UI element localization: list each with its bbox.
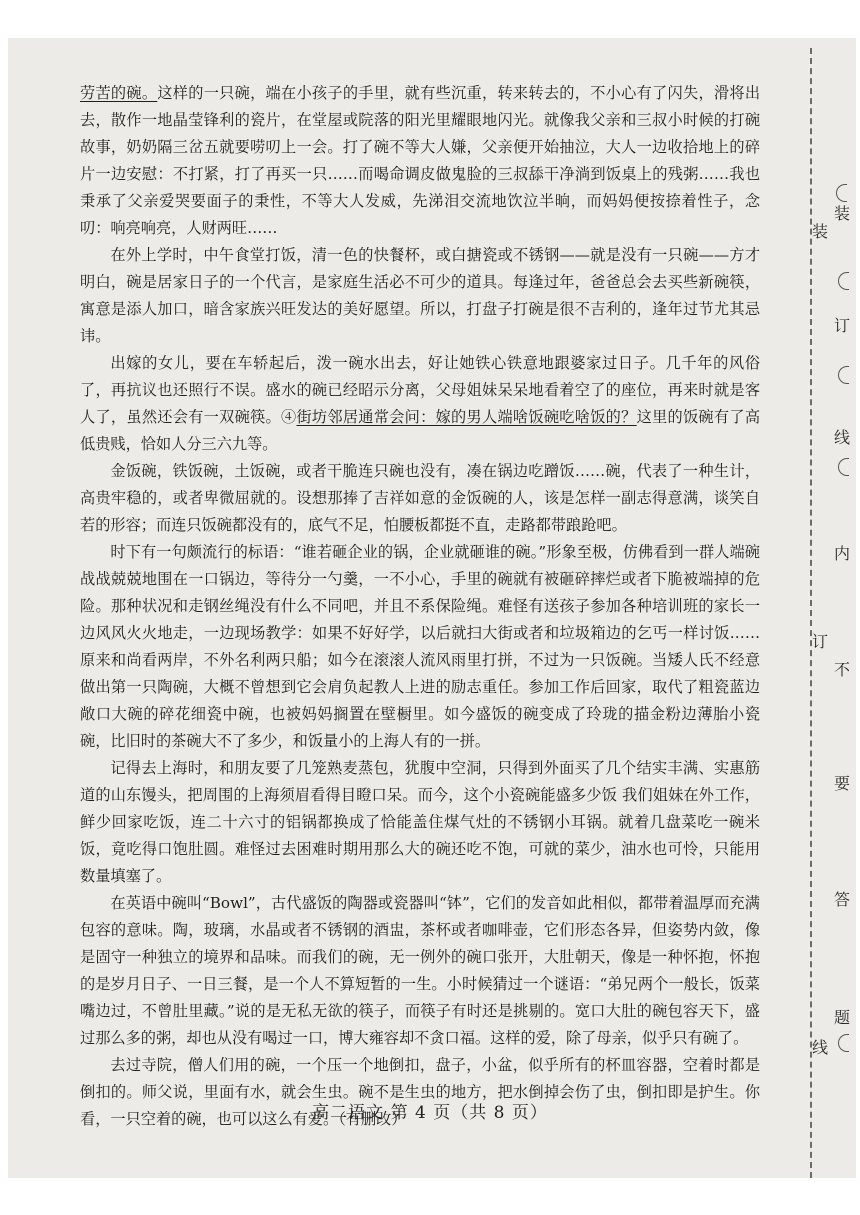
page-footer: 高二语文 第 4 页（共 8 页） xyxy=(312,1103,548,1123)
underlined-text: 劳苦的碗。 xyxy=(80,84,158,102)
binding-inner-ding: 订 xyxy=(834,316,851,335)
text-segment: 时下有一句颇流行的标语：“谁若砸企业的锅，企业就砸谁的碗。”形象至极，仿佛看到一群人端碗战战兢兢地围在一口锅边，等待分一勺羹，一不小心，手里的碗就有被砸碎摔烂或者下脆被端掉的危险。那种状况和走钢丝绳没有什么不同吧，并且不系保险绳。难怪有送孩子参加各种培训班的家长一边风风火火地走，一边现场教学：如果不好好学，以后就扫大街或者和垃圾箱边的乞丐一样讨饭……原来和尚看两岸，不外名利两只船；如今在滚滚人流风雨里打拼，不过为一只饭碗。当矮人氏不经意做出第一只陶碗，大概不曾想到它会肩负起教人上进的励志重任。参加工作后回家，取代了粗瓷蓝边敞口大碗的碎花细瓷中碗，也被妈妈搁置在壁橱里。如今盛饭的碗变成了玲珑的描金粉边薄胎小瓷碗，比旧时的茶碗大不了多少，和饭量小的上海人有的一拼。 xyxy=(80,543,760,750)
text-segment: 这样的一只碗，端在小孩子的手里，就有些沉重，转来转去的，不小心有了闪失，滑将出去，散作一地晶莹锋利的瓷片，在堂屋或院落的阳光里耀眼地闪光。就像我父亲和三叔小时候的打碗故事，奶奶隔三岔五就要唠叨上一会。打了碗不等大人嫌，父亲便开始抽泣，大人一边收拾地上的碎片一边安慰：不打紧，打了再买一只……而喝命调皮做鬼脸的三叔舔干净淌到饭桌上的残粥……我也秉承了父亲爱哭要面子的秉性，不等大人发威，先涕泪交流地饮泣半晌，而妈妈便按捺着性子，念叨：响亮响亮，人财两旺…… xyxy=(80,84,761,237)
text-segment: 记得去上海时，和朋友要了几笼熟麦蒸包，犹腹中空洞，只得到外面买了几个结实丰满、实惠筋道的山东馒头，把周围的上海须眉看得目瞪口呆。而今，这个小瓷碗能盛多少饭 我们姐妹在外工作，鲜少回家吃饭，连二十六寸的铝锅都换成了恰能盖住煤气灶的不锈钢小耳锅。就着几盘菜吃一碗米饭，竟吃得口饱肚圆。难怪过去困难时期用那么大的碗还吃不饱，可就的菜少，油水也可怜，只能用数量填塞了。 xyxy=(80,759,760,885)
text-segment: 在外上学时，中午食堂打饭，清一色的快餐杯，或白搪瓷或不锈钢——就是没有一只碗——方才明白，碗是居家日子的一个代言，是家庭生活必不可少的道具。每逢过年，爸爸总会去买些新碗筷，寓意是添人加口，暗含家族兴旺发达的美好愿望。所以，打盘子打碗是很不吉利的，逢年过节尤其忌讳。 xyxy=(80,246,760,345)
binding-dashed-line xyxy=(810,48,812,1178)
binding-bracket-bottom xyxy=(838,1034,849,1052)
paragraph xyxy=(80,539,760,755)
binding-label-zhuang: 装 xyxy=(812,222,829,241)
text-segment: 在英语中碗叫“Bowl”，古代盛饭的陶器或瓷器叫“钵”，它们的发音如此相似，都带着温厚而充满包容的意味。陶，玻璃，水晶或者不锈钢的酒盅，茶杯或者咖啡壶，它们形态各异，但姿势内敛，像是固守一种独立的境界和品味。而我们的碗，无一例外的碗口张开，大肚朝天，像是一种怀抱，怀抱的是岁月日子、一日三餐，是一个人不算短暂的一生。小时候猜过一个谜语：“弟兄两个一般长，饭菜嘴边过，不曾肚里藏。”说的是无私无欲的筷子，而筷子有时还是挑剔的。宽口大肚的碗包容天下，盛过那么多的粥，却也从没有喝过一口，博大雍容却不贪口福。这样的爱，除了母亲，似乎只有碗了。 xyxy=(80,894,760,1047)
binding-inner-zhuang: 装 xyxy=(834,204,851,223)
paragraph xyxy=(80,458,760,539)
binding-inner-nei: 内 xyxy=(834,544,851,563)
text-segment: 去过寺院，僧人们用的碗，一个压一个地倒扣，盘子，小盆，似乎所有的杯皿容器，空着时都是倒扣的。师父说，里面有水，就会生虫。碗不是生虫的地方，把水倒掉会伤了虫，倒扣即是护生。你看，一只空着的碗，也可以这么有爱。（有删改） xyxy=(80,1056,760,1128)
paragraph xyxy=(80,80,760,242)
paragraph xyxy=(80,890,760,1052)
binding-inner-yao: 要 xyxy=(834,774,851,793)
binding-inner-ti: 题 xyxy=(834,1008,851,1027)
binding-circle xyxy=(838,458,849,476)
binding-inner-da: 答 xyxy=(834,890,851,909)
text-segment: 出嫁的女儿，要在车轿起后，泼一碗水出去，好让她铁心铁意地跟婆家过日子。几千年的风俗了，再抗议也还照行不误。盛水的碗已经昭示分离，父母姐妹呆呆地看着空了的座位，再来时就是客人了，虽然还会有一双碗筷。④ xyxy=(80,354,760,426)
binding-label-ding: 订 xyxy=(812,632,829,651)
binding-circle xyxy=(838,366,849,384)
article-body xyxy=(80,80,760,1133)
binding-label-xian: 线 xyxy=(812,1038,829,1057)
underlined-text: 街坊邻居通常会问：嫁的男人端啥饭碗吃啥饭的？ xyxy=(296,408,637,426)
binding-inner-xian: 线 xyxy=(834,428,851,447)
paragraph xyxy=(80,242,760,350)
text-segment: 这里的饭碗有了高低贵贱，恰如人分三六九等。 xyxy=(80,408,761,453)
binding-bracket-top xyxy=(836,184,847,202)
binding-inner-bu: 不 xyxy=(834,660,851,679)
paragraph xyxy=(80,755,760,890)
binding-circle xyxy=(838,272,849,290)
paragraph xyxy=(80,350,760,458)
text-segment: 金饭碗，铁饭碗，土饭碗，或者干脆连只碗也没有，凑在锅边吃蹭饭……碗，代表了一种生计，高贵牢稳的，或者卑微屈就的。设想那捧了吉祥如意的金饭碗的人，该是怎样一副志得意满，谈笑自若的形容；而连只饭碗都没有的，底气不足，怕腰板都挺不直，走路都带踉跄吧。 xyxy=(80,462,760,534)
